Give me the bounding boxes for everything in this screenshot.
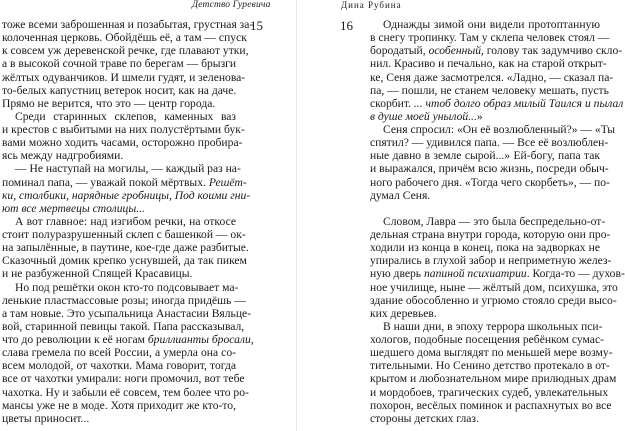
text-run: ное училище, ныне — жёлтый дом, психушка, это	[370, 280, 618, 294]
text-run: спятил? — удивился папа. — Все её возлюблен-	[370, 136, 609, 150]
italic-text: ют все мертвецы столицы...	[2, 201, 145, 215]
text-line	[2, 70, 246, 84]
text-line	[2, 372, 245, 386]
text-line	[2, 267, 236, 280]
text-run: »	[476, 109, 483, 123]
text-line	[2, 280, 239, 294]
text-line	[2, 333, 254, 346]
text-line	[2, 228, 246, 241]
text-line	[370, 96, 624, 110]
text-run: колоченная церковь. Обойдёшь её, а там — спуск	[2, 31, 247, 45]
text-line	[2, 399, 236, 412]
text-run: па, — пошли, не станем человеку мешать, пусть	[370, 83, 609, 97]
text-line	[2, 319, 245, 333]
page-number: 16	[340, 18, 353, 33]
text-run: и выражался, причём всю жизнь, посреди обыч-	[370, 162, 609, 176]
text-line	[370, 136, 609, 150]
text-line	[2, 215, 236, 228]
text-line	[370, 57, 607, 71]
text-run: похорон, весёлых поминок и распахнутых во все	[370, 398, 612, 412]
text-line	[370, 241, 600, 254]
text-run: вой, старинной певицы такой. Папа рассказывал,	[2, 319, 245, 333]
text-run: мансы уже не в моде. Хотя приходит же кто-то,	[2, 398, 236, 412]
text-line	[2, 149, 236, 162]
body-text	[2, 18, 254, 425]
text-line	[370, 70, 614, 84]
text-run: а в высокой сочной траве по берегам — брызги	[2, 57, 237, 71]
text-line	[370, 202, 600, 215]
text-line	[370, 307, 600, 320]
text-run: стоит полуразрушенный склеп с башенкой — ок-	[2, 228, 246, 241]
text-run: здание обособленно и угрюмо стояло среди высо-	[370, 293, 617, 307]
text-line	[370, 228, 611, 241]
italic-text: особенный	[428, 44, 481, 58]
text-run: А вот главное: над изгибом речки, на откосе	[15, 214, 236, 228]
text-line	[2, 44, 249, 58]
text-run: то-белых капустниц ветерок носит, как на даче.	[2, 83, 237, 97]
text-line	[2, 412, 236, 425]
text-run: ясь между надгробиями.	[2, 149, 124, 163]
text-line	[370, 31, 610, 45]
text-line	[2, 175, 247, 189]
text-line	[2, 293, 246, 307]
text-run: нил. Красиво и печально, как на старой открыт-	[370, 57, 607, 71]
text-run: и не разбуженной Спящей Красавицы.	[2, 267, 193, 281]
text-line	[370, 110, 600, 123]
text-line	[370, 123, 615, 136]
text-run: на запылённые, в паутине, кое-где даже разбитые.	[2, 241, 249, 255]
text-run: . Когда-то — духов-	[526, 267, 625, 281]
text-run: Сеня спросил: «Он её возлюбленный?» — «Ты	[383, 123, 615, 136]
text-line	[370, 44, 623, 58]
text-run: тительными. Но Сенино детство протекало в от-	[370, 359, 610, 373]
text-line	[2, 188, 251, 202]
text-line	[2, 97, 236, 110]
page-gutter	[296, 0, 297, 431]
text-run: хологов, подобные посещения ребёнком сумас-	[370, 333, 604, 346]
text-run: всем молодой, от чахотки. Мама говорит, тогда	[2, 359, 236, 373]
text-line	[370, 175, 610, 189]
text-run: ные давно в земле сырой...» Ей-богу, папа так	[370, 149, 600, 163]
text-run: вами можно ходить часами, осторожно пробира-	[2, 136, 243, 150]
text-run: — Не наступай на могилы, — каждый раз на-	[15, 162, 241, 176]
text-run: чахотка. Ну и забыли её совсем, тем более что ро-	[2, 385, 249, 399]
text-line	[370, 319, 603, 333]
text-line	[2, 57, 236, 70]
text-line	[370, 372, 617, 386]
text-line	[370, 189, 600, 202]
text-run: ,	[250, 333, 254, 346]
running-head: Дина Рубина	[341, 0, 402, 10]
text-run: к совсем уж деревенской речке, где плавают утки,	[2, 44, 249, 58]
text-run: ке, Сеня даже засмотрелся. «Ладно, — сказал па-	[370, 70, 614, 84]
italic-text: Решёт-	[208, 175, 247, 189]
text-line	[370, 214, 606, 228]
text-line	[2, 110, 236, 123]
text-run: стороны детских глаз.	[370, 411, 479, 425]
text-run: , голову так задумчиво скло-	[481, 44, 623, 58]
italic-text: бриллианты бросали	[147, 333, 251, 346]
text-line	[2, 385, 249, 399]
text-run: слава гремела по всей России, а умерла она со-	[2, 346, 236, 360]
text-run: и крестов с выбитыми на них полустёртыми бук-	[2, 123, 245, 136]
text-line	[2, 254, 247, 268]
text-line	[370, 18, 600, 31]
text-line	[370, 398, 612, 412]
text-run: Сказочный домик крепко уснувшей, да так пикем	[2, 254, 247, 268]
text-line	[2, 202, 236, 215]
left-page	[0, 0, 300, 431]
text-line	[370, 412, 600, 425]
italic-text: ... чтоб долго образ милый Таился и пылал	[413, 96, 624, 110]
text-run: ходили из конца в конец, пока на задворках не	[370, 241, 600, 255]
text-run: ких деревьев.	[370, 306, 437, 320]
text-line	[2, 359, 236, 372]
text-run: дельная страна внутри города, которую они про-	[370, 228, 611, 241]
text-line	[2, 346, 236, 359]
text-run: и мордобоев, трагических судеб, увлекательных	[370, 385, 609, 399]
running-head: Детство Гуревича	[192, 0, 271, 10]
text-run: скорбит.	[370, 96, 414, 110]
text-line	[2, 123, 245, 136]
text-line	[370, 385, 609, 399]
text-line	[370, 254, 612, 268]
text-run: все от чахотки умирали: ноги промочил, вот тебе	[2, 372, 245, 386]
text-line	[2, 241, 249, 255]
text-run: что до революции к её ногам	[2, 333, 148, 346]
text-line	[370, 333, 604, 346]
text-run: тоже всеми заброшенная и позабытая, грустная за-	[2, 18, 254, 31]
text-line	[370, 293, 617, 307]
text-run: а там новые. Это усыпальница Анастасии Вяльце-	[2, 306, 252, 320]
text-line	[2, 136, 243, 150]
text-run: крытом и любознательном мире прилюдных драм	[370, 372, 617, 386]
text-run: ную дверь	[370, 267, 424, 281]
text-line	[2, 18, 254, 31]
right-page	[300, 0, 625, 431]
italic-text: ки, столбики, нарядные гробницы, Под коими гни-	[2, 188, 251, 202]
text-line	[370, 162, 609, 176]
text-run: в снегу тропинку. Там у склепа человек стоял —	[370, 31, 610, 45]
text-line	[2, 162, 241, 176]
text-line	[370, 83, 609, 97]
text-line	[370, 149, 600, 162]
text-run: Словом, Лавра — это была беспредельно-от-	[383, 214, 606, 228]
text-run: Прямо не верится, что это — центр города.	[2, 96, 216, 110]
text-run: ленькие пластмассовые розы; иногда придёшь —	[2, 293, 246, 307]
text-line	[2, 31, 247, 45]
text-line	[370, 280, 618, 294]
text-line	[2, 306, 252, 320]
text-run: шедшего дома выглядят по меньшей мере возму-	[370, 346, 613, 360]
text-line	[370, 346, 613, 360]
text-line	[370, 267, 625, 281]
italic-text: папиной психиатрии	[424, 267, 527, 281]
text-run: Среди старинных склепов, каменных ваз	[15, 109, 236, 123]
text-run: Однажды зимой они видели протоптанную	[383, 18, 600, 31]
text-run: поминал папа, — уважай покой мёртвых.	[2, 175, 209, 189]
body-text	[370, 18, 625, 425]
text-run: цветы приносит...	[2, 411, 90, 425]
page-number: 15	[250, 18, 263, 33]
text-run: жёлтых одуванчиков. И шмели гудят, и зеленова-	[2, 70, 246, 84]
text-run: ного рабочего дня. «Тогда чего скорбеть», — по-	[370, 175, 610, 189]
text-run: упирались в глухой забор и неприметную желез-	[370, 254, 612, 268]
text-run: В наши дни, в эпоху террора школьных пси-	[383, 319, 603, 333]
italic-text: в душе моей унылой...	[370, 109, 477, 123]
text-line	[370, 359, 610, 373]
text-run: думал Сеня.	[370, 188, 431, 202]
text-line	[2, 84, 236, 97]
text-run: бородатый,	[370, 44, 429, 58]
text-run: Но под решётки окон кто-то подсовывает ма-	[15, 280, 239, 294]
